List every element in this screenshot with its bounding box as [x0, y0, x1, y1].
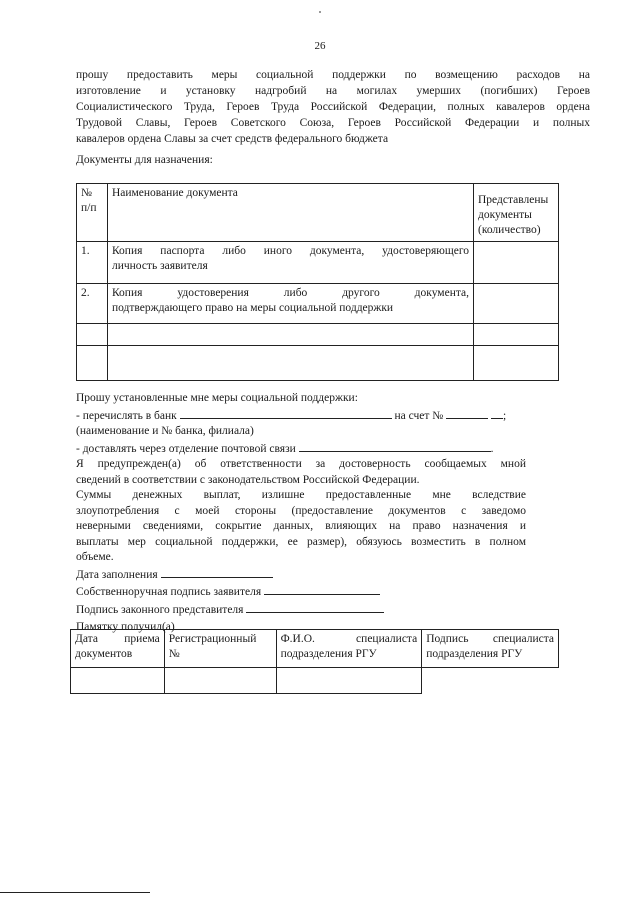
reg-header-text: подразделения РГУ [426, 648, 523, 660]
reg-date-cell[interactable] [71, 668, 165, 694]
intro-line: Трудовой Славы, Героев Советского Союза, Героев Российской Федерации и полных [76, 117, 590, 129]
row-count [474, 284, 559, 324]
warned-line: Я предупрежден(а) об ответственности за достоверность сообщаемых мной [76, 458, 526, 470]
row-num: 2. [77, 284, 108, 324]
row-num: 1. [77, 242, 108, 284]
refund-line: злоупотребления с моей стороны (предоставление документов с заведомо [76, 504, 526, 517]
request-section [76, 391, 526, 636]
reg-header-number [164, 630, 276, 668]
documents-table [76, 183, 559, 381]
empty-cell [107, 346, 473, 381]
header-name: Наименование документа [111, 187, 238, 199]
table-row [77, 242, 559, 284]
refund-line: неверными сведениями, сокрытие данных, влияющих на право назначения и [76, 520, 526, 532]
reg-header-text: Подпись специалиста [426, 633, 554, 645]
account-field[interactable] [446, 407, 488, 419]
request-line: Прошу установленные мне меры социальной поддержки: [76, 392, 358, 404]
empty-cell [474, 346, 559, 381]
reg-header-row [71, 630, 559, 668]
footnote-divider [0, 892, 150, 893]
registration-table [70, 629, 559, 694]
bank-field[interactable] [180, 407, 392, 419]
signature-field[interactable] [264, 583, 380, 595]
scan-speck [319, 11, 321, 13]
table-row-empty [77, 324, 559, 346]
post-end: . [490, 442, 494, 455]
empty-cell [77, 346, 108, 381]
bank-hint: (наименование и № банка, филиала) [76, 425, 254, 437]
signature-line [76, 583, 526, 601]
post-label: - доставлять через отделение почтовой связи [76, 442, 296, 455]
header-num: № [81, 187, 92, 199]
intro-line: кавалеров ордена Славы за счет средств федерального бюджета [76, 133, 389, 145]
header-count-cell [474, 184, 559, 242]
semicolon: ; [503, 409, 507, 422]
bank-prefix: - перечислять в банк [76, 409, 177, 422]
row-count [474, 242, 559, 284]
intro-paragraph [76, 67, 590, 147]
warned-line: сведений в соответствии с законодательством Российской Федерации. [76, 473, 420, 486]
refund-line: выплаты мер социальной поддержки, ее размер), обязуюсь возместить в полном [76, 535, 526, 548]
refund-line: объеме. [76, 551, 114, 563]
reg-header-date [71, 630, 165, 668]
reg-header-text: Ф.И.О. специалиста [280, 633, 418, 645]
page-number: 26 [314, 40, 326, 52]
refund-line: Суммы денежных выплат, излишне предоставленные мне вследствие [76, 489, 526, 501]
header-name-cell [107, 184, 473, 242]
rep-label: Подпись законного представителя [76, 603, 244, 616]
rep-line [76, 601, 526, 619]
header-num: п/п [81, 202, 97, 214]
row-name-line: Копия паспорта либо иного документа, удостоверяющего [111, 245, 469, 257]
row-name [107, 242, 473, 284]
reg-header-text: документов [75, 648, 133, 660]
table-header-row [77, 184, 559, 242]
reg-signature-cell[interactable] [422, 668, 559, 694]
documents-label: Документы для назначения: [76, 154, 213, 166]
account-field-tail[interactable] [491, 407, 503, 419]
header-count: (количество) [478, 224, 541, 236]
row-name [107, 284, 473, 324]
signature-label: Собственноручная подпись заявителя [76, 586, 262, 598]
rep-signature-field[interactable] [246, 601, 384, 613]
reg-header-signature [422, 630, 559, 668]
post-office-field[interactable] [299, 440, 491, 452]
intro-line: Социалистического Труда, Героев Труда Российской Федерации, полных кавалеров ордена [76, 101, 590, 113]
header-count: документы [478, 209, 532, 221]
reg-header-text: № [168, 648, 180, 660]
empty-cell [107, 324, 473, 346]
post-line [76, 440, 526, 458]
row-name-line: Копия удостоверения либо другого документа, [111, 287, 469, 299]
row-name-line: личность заявителя [111, 260, 208, 272]
intro-line: прошу предоставить меры социальной поддержки по возмещению расходов на [76, 69, 590, 81]
empty-cell [77, 324, 108, 346]
memo-label: Памятку получил(а) [76, 621, 175, 633]
intro-line: изготовление и установку надгробий на могилах умерших (погибших) Героев [76, 85, 590, 97]
table-row [77, 284, 559, 324]
reg-number-cell[interactable] [164, 668, 276, 694]
date-field[interactable] [161, 566, 273, 578]
date-label: Дата заполнения [76, 568, 158, 581]
reg-header-text: Дата приема [75, 633, 160, 645]
date-line [76, 566, 526, 584]
empty-cell [474, 324, 559, 346]
reg-header-fio [276, 630, 422, 668]
header-count: Представлены [478, 194, 549, 206]
account-label: на счет № [394, 409, 444, 422]
bank-line [76, 407, 526, 425]
table-row-empty [77, 346, 559, 381]
reg-header-text: Регистрационный [168, 633, 257, 645]
header-num-cell [77, 184, 108, 242]
reg-fio-cell[interactable] [276, 668, 422, 694]
reg-empty-row [71, 668, 559, 694]
row-name-line: подтверждающего право на меры социальной поддержки [111, 302, 394, 314]
reg-header-text: подразделения РГУ [280, 648, 377, 660]
